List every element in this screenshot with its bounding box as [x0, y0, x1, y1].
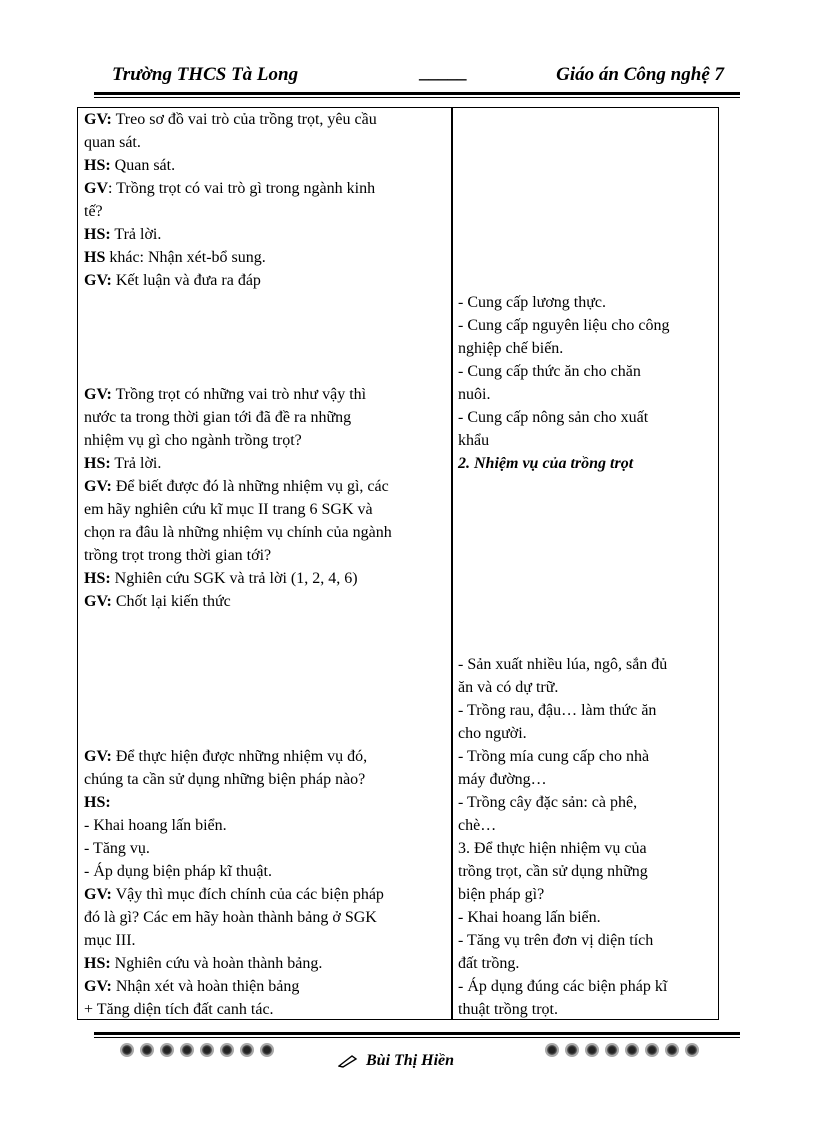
text-segment: - Sản xuất nhiều lúa, ngô, sắn đủ: [458, 656, 668, 673]
flower-icon: [545, 1043, 559, 1057]
text-segment: - Áp dụng đúng các biện pháp kĩ: [458, 978, 668, 995]
flower-icon: [685, 1043, 699, 1057]
speaker-label: GV:: [84, 272, 112, 289]
flower-icon: [665, 1043, 679, 1057]
text-segment: khác: Nhận xét-bổ sung.: [105, 249, 266, 266]
text-segment: tế?: [84, 203, 103, 220]
column-divider: [451, 108, 453, 1019]
text-line: [458, 360, 713, 383]
text-segment: Nghiên cứu SGK và trả lời (1, 2, 4, 6): [110, 570, 358, 587]
text-segment: chè…: [458, 817, 497, 834]
flower-icon: [120, 1043, 134, 1057]
text-segment: Kết luận và đưa ra đáp: [111, 272, 261, 289]
text-line: [84, 475, 446, 498]
author-name: Bùi Thị Hiền: [366, 1052, 455, 1069]
flower-icon: [200, 1043, 214, 1057]
text-line: [458, 745, 713, 768]
text-line: [458, 337, 713, 360]
text-line: [458, 952, 713, 975]
school-name: Trường THCS Tà Long: [112, 64, 299, 85]
text-line: [84, 177, 446, 200]
text-segment: khẩu: [458, 432, 490, 449]
text-segment: Nghiên cứu và hoàn thành bảng.: [110, 955, 323, 972]
text-line: [84, 269, 446, 292]
text-segment: trồng trọt, cần sử dụng những: [458, 863, 648, 880]
text-segment: máy đường…: [458, 771, 547, 788]
text-segment: nhiệm vụ gì cho ngành trồng trọt?: [84, 432, 302, 449]
text-line: [458, 722, 713, 745]
text-line: [84, 590, 446, 613]
text-line: [458, 906, 713, 929]
text-line: [458, 998, 713, 1021]
speaker-label: GV: [84, 180, 108, 197]
flower-icon: [605, 1043, 619, 1057]
text-segment: Trả lời.: [110, 455, 162, 472]
speaker-label: GV:: [84, 978, 112, 995]
text-line: [458, 699, 713, 722]
text-segment: - Tăng vụ trên đơn vị diện tích: [458, 932, 654, 949]
flower-decoration-right: [545, 1043, 699, 1065]
text-segment: Để biết được đó là những nhiệm vụ gì, các: [111, 478, 389, 495]
text-line: [84, 246, 446, 269]
content-block: [458, 291, 713, 475]
text-segment: Chốt lại kiến thức: [111, 593, 231, 610]
text-line: [84, 952, 446, 975]
text-line: [458, 676, 713, 699]
text-line: [84, 975, 446, 998]
text-segment: - Tăng vụ.: [84, 840, 150, 857]
text-segment: 3. Để thực hiện nhiệm vụ của: [458, 840, 647, 857]
text-segment: mục III.: [84, 932, 136, 949]
flower-icon: [220, 1043, 234, 1057]
speaker-label: HS:: [84, 794, 111, 811]
text-segment: thuật trồng trọt.: [458, 1001, 558, 1018]
text-line: [458, 837, 713, 860]
text-line: [84, 223, 446, 246]
pen-icon: [338, 1054, 358, 1068]
text-line: [458, 291, 713, 314]
subject-title: Giáo án Công nghệ 7: [556, 64, 724, 85]
text-segment: : Trồng trọt có vai trò gì trong ngành kinh: [108, 180, 376, 197]
text-segment: - Cung cấp nguyên liệu cho công: [458, 317, 670, 334]
speaker-label: GV:: [84, 478, 112, 495]
text-line: [84, 200, 446, 223]
text-line: [458, 406, 713, 429]
text-line: [84, 131, 446, 154]
header-rule-thick: [94, 92, 740, 95]
lesson-table: [77, 107, 719, 1020]
text-line: [84, 929, 446, 952]
text-line: [84, 837, 446, 860]
speaker-label: HS:: [84, 455, 111, 472]
text-segment: Để thực hiện được những nhiệm vụ đó,: [111, 748, 368, 765]
text-line: [84, 452, 446, 475]
speaker-label: HS:: [84, 955, 111, 972]
text-line: [84, 745, 446, 768]
text-segment: - Khai hoang lấn biển.: [458, 909, 601, 926]
footer-rule-thick: [94, 1032, 740, 1035]
text-line: [84, 791, 446, 814]
text-segment: nước ta trong thời gian tới đã đề ra những: [84, 409, 352, 426]
text-line: [458, 653, 713, 676]
text-line: [84, 544, 446, 567]
footer-rule-thin: [94, 1037, 740, 1038]
text-line: [458, 975, 713, 998]
text-line: [458, 452, 713, 475]
text-line: [458, 814, 713, 837]
text-segment: - Trồng rau, đậu… làm thức ăn: [458, 702, 657, 719]
teacher-student-activity-block: [84, 745, 446, 1021]
header-separator: _____: [419, 62, 467, 83]
text-segment: - Cung cấp nông sản cho xuất: [458, 409, 649, 426]
flower-icon: [645, 1043, 659, 1057]
text-line: [458, 860, 713, 883]
text-line: [84, 406, 446, 429]
text-segment: - Cung cấp lương thực.: [458, 294, 606, 311]
flower-icon: [240, 1043, 254, 1057]
text-segment: Trồng trọt có những vai trò như vậy thì: [111, 386, 367, 403]
text-segment: đó là gì? Các em hãy hoàn thành bảng ở SGK: [84, 909, 377, 926]
text-segment: biện pháp gì?: [458, 886, 545, 903]
text-line: [84, 154, 446, 177]
flower-icon: [140, 1043, 154, 1057]
text-line: [458, 383, 713, 406]
speaker-label: HS: [84, 249, 106, 266]
text-segment: em hãy nghiên cứu kĩ mục II trang 6 SGK và: [84, 501, 373, 518]
flower-icon: [180, 1043, 194, 1057]
speaker-label: GV:: [84, 886, 112, 903]
teacher-student-activity-block: [84, 108, 446, 292]
text-segment: Trả lời.: [110, 226, 162, 243]
text-segment: quan sát.: [84, 134, 141, 151]
text-line: [458, 929, 713, 952]
text-segment: Treo sơ đồ vai trò của trồng trọt, yêu cầu: [111, 111, 377, 128]
text-line: [84, 998, 446, 1021]
text-line: [458, 314, 713, 337]
text-segment: ăn và có dự trữ.: [458, 679, 559, 696]
text-line: [84, 567, 446, 590]
text-segment: nghiệp chế biến.: [458, 340, 564, 357]
text-segment: đất trồng.: [458, 955, 520, 972]
page-header: [112, 62, 724, 90]
text-line: [84, 768, 446, 791]
text-segment: nuôi.: [458, 386, 491, 403]
text-line: [84, 521, 446, 544]
content-block: [458, 653, 713, 1021]
text-line: [458, 429, 713, 452]
text-line: [458, 791, 713, 814]
text-line: [84, 860, 446, 883]
flower-decoration-left: [120, 1043, 274, 1065]
text-segment: - Trồng mía cung cấp cho nhà: [458, 748, 650, 765]
text-segment: Vậy thì mục đích chính của các biện pháp: [111, 886, 384, 903]
text-line: [84, 906, 446, 929]
flower-icon: [160, 1043, 174, 1057]
text-line: [458, 883, 713, 906]
text-segment: Nhận xét và hoàn thiện bảng: [111, 978, 300, 995]
speaker-label: GV:: [84, 593, 112, 610]
text-segment: - Trồng cây đặc sản: cà phê,: [458, 794, 638, 811]
speaker-label: HS:: [84, 157, 111, 174]
text-segment: chúng ta cần sử dụng những biện pháp nào?: [84, 771, 366, 788]
text-segment: + Tăng diện tích đất canh tác.: [84, 1001, 274, 1018]
text-segment: - Khai hoang lấn biển.: [84, 817, 227, 834]
flower-icon: [585, 1043, 599, 1057]
text-segment: - Cung cấp thức ăn cho chăn: [458, 363, 641, 380]
speaker-label: GV:: [84, 748, 112, 765]
speaker-label: GV:: [84, 111, 112, 128]
text-line: [84, 814, 446, 837]
flower-icon: [565, 1043, 579, 1057]
author-signature: [338, 1052, 454, 1070]
speaker-label: HS:: [84, 226, 111, 243]
text-line: [458, 768, 713, 791]
teacher-student-activity-block: [84, 383, 446, 613]
flower-icon: [625, 1043, 639, 1057]
text-segment: - Áp dụng biện pháp kĩ thuật.: [84, 863, 272, 880]
flower-icon: [260, 1043, 274, 1057]
text-line: [84, 429, 446, 452]
speaker-label: GV:: [84, 386, 112, 403]
speaker-label: HS:: [84, 570, 111, 587]
text-line: [84, 108, 446, 131]
text-line: [84, 498, 446, 521]
header-rule-thin: [94, 97, 740, 98]
text-segment: trồng trọt trong thời gian tới?: [84, 547, 272, 564]
section-heading: 2. Nhiệm vụ của trồng trọt: [458, 455, 634, 472]
text-segment: cho người.: [458, 725, 527, 742]
text-segment: Quan sát.: [110, 157, 176, 174]
text-line: [84, 383, 446, 406]
text-line: [84, 883, 446, 906]
text-segment: chọn ra đâu là những nhiệm vụ chính của ngành: [84, 524, 392, 541]
